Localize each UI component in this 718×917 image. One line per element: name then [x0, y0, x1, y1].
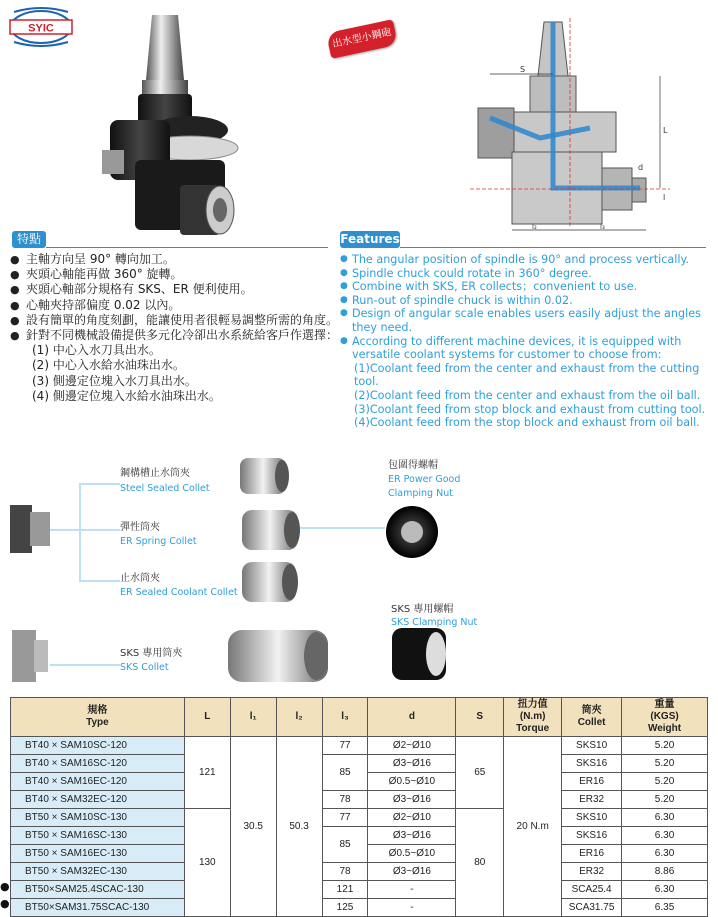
cell-type: BT40 × SAM16SC-120	[11, 755, 185, 773]
cell-L: 130	[184, 809, 230, 917]
power-nut-en1: ER Power Good	[388, 474, 461, 485]
dim-d: d	[638, 163, 644, 172]
cell-weight: 5.20	[622, 755, 708, 773]
cell-weight: 6.30	[622, 881, 708, 899]
cell-d: Ø3~Ø16	[368, 863, 456, 881]
col-type: 規格 Type	[11, 698, 185, 737]
cell-type: BT50 × SAM10SC-130	[11, 809, 185, 827]
power-nut-cn: 包圍得螺帽	[388, 460, 438, 471]
power-nut-en2: Clamping Nut	[388, 488, 453, 499]
sks-nut-en: SKS Clamping Nut	[391, 617, 478, 628]
cell-collet: SKS10	[562, 737, 622, 755]
coolant-type-badge: 出水型小鋼砲	[326, 19, 398, 59]
row-marker-bullet: ●	[0, 880, 10, 893]
sks-nut-cn: SKS 專用螺帽	[391, 604, 454, 615]
feature-cn-item: ● 針對不同機械設備提供多元化冷卻出水系統給客戶作選擇：	[10, 328, 340, 343]
logo-text: SYIC	[28, 22, 54, 35]
features-cn-title: 特點	[12, 231, 46, 248]
cell-weight: 8.86	[622, 863, 708, 881]
features-en-list	[340, 253, 712, 430]
cell-l2: 50.3	[276, 737, 322, 917]
spring-collet-en: ER Spring Collet	[120, 536, 197, 547]
table-row	[11, 863, 708, 881]
table-row	[11, 881, 708, 899]
feature-en-item: ● Combine with SKS, ER collects；convenient to use.	[340, 280, 712, 294]
cell-weight: 6.35	[622, 899, 708, 917]
cell-weight: 5.20	[622, 791, 708, 809]
feature-en-item: ● Spindle chuck could rotate in 360° degree.	[340, 267, 712, 281]
cell-d: Ø3~Ø16	[368, 827, 456, 845]
cell-collet: SKS16	[562, 755, 622, 773]
cell-weight: 6.30	[622, 827, 708, 845]
features-cn-rule	[46, 247, 328, 248]
col-l3: l₃	[322, 698, 368, 737]
feature-en-item: ● The angular position of spindle is 90° and process vertically.	[340, 253, 712, 267]
feature-en-sub: (3)Coolant feed from stop block and exhaust from cutting tool.	[354, 402, 706, 416]
cell-collet: SKS16	[562, 827, 622, 845]
feature-cn-sub: (4) 側邊定位塊入水給水油珠出水。	[32, 388, 221, 403]
cell-d: Ø2~Ø10	[368, 809, 456, 827]
feature-en-item: ● According to different machine devices, it is equipped with versatile coolant systems for customer to choose from:	[340, 335, 712, 362]
cell-collet: ER32	[562, 863, 622, 881]
cell-l3: 121	[322, 881, 368, 899]
col-l2: l₂	[276, 698, 322, 737]
dim-l2: l₂	[532, 223, 537, 231]
cell-collet: SCA25.4	[562, 881, 622, 899]
dim-l3: l₃	[600, 223, 605, 231]
syic-logo	[6, 6, 76, 48]
cell-type: BT40 × SAM16EC-120	[11, 773, 185, 791]
cell-l3: 77	[322, 809, 368, 827]
cell-L: 121	[184, 737, 230, 809]
cell-weight: 5.20	[622, 737, 708, 755]
cell-d: Ø3~Ø16	[368, 791, 456, 809]
feature-en-item: ● Run-out of spindle chuck is within 0.02.	[340, 294, 712, 308]
collet-accessories	[0, 450, 718, 695]
steel-sealed-collet-cn: 鋼構槽止水筒夾	[120, 468, 190, 479]
feature-cn-sub: (3) 側邊定位塊入水刀具出水。	[32, 373, 197, 388]
feature-en-sub: (4)Coolant feed from the stop block and exhaust from oil ball.	[354, 416, 700, 430]
col-d: d	[368, 698, 456, 737]
steel-sealed-collet-en: Steel Sealed Collet	[120, 483, 210, 494]
table-row	[11, 827, 708, 845]
cell-S: 65	[456, 737, 504, 809]
cell-collet: ER32	[562, 791, 622, 809]
col-S: S	[456, 698, 504, 737]
feature-cn-item: ● 夾頭心軸能再做 360° 旋轉。	[10, 267, 340, 282]
feature-cn-sub: (1) 中心入水刀具出水。	[32, 343, 161, 358]
angle-head-photo	[80, 10, 250, 260]
sks-collet-en: SKS Collet	[120, 662, 169, 673]
sks-collet-cn: SKS 專用筒夾	[120, 648, 183, 659]
feature-cn-item: ● 主軸方向呈 90° 轉向加工。	[10, 252, 340, 267]
col-weight: 重量 (KGS) Weight	[622, 698, 708, 737]
cell-l3: 85	[322, 755, 368, 791]
cell-weight: 6.30	[622, 845, 708, 863]
feature-cn-item: ● 心軸夾持部偏度 0.02 以內。	[10, 298, 340, 313]
cell-collet: SKS10	[562, 809, 622, 827]
table-row	[11, 737, 708, 755]
features-en-title: Features	[340, 232, 400, 246]
cell-l3: 78	[322, 863, 368, 881]
cell-d: Ø0.5~Ø10	[368, 773, 456, 791]
dim-s: S	[520, 65, 526, 74]
cell-S: 80	[456, 809, 504, 917]
dim-l: l	[663, 193, 666, 202]
sealed-coolant-collet-cn: 止水筒夾	[120, 573, 160, 584]
row-marker-bullet: ●	[0, 897, 10, 910]
cell-d: Ø2~Ø10	[368, 737, 456, 755]
feature-cn-item: ● 夾頭心軸部分規格有 SKS、ER 便利使用。	[10, 282, 340, 297]
cell-l3: 78	[322, 791, 368, 809]
col-L: L	[184, 698, 230, 737]
cell-type: BT50 × SAM16SC-130	[11, 827, 185, 845]
cell-d: -	[368, 899, 456, 917]
cell-weight: 6.30	[622, 809, 708, 827]
table-row	[11, 791, 708, 809]
cell-type: BT50×SAM31.75SCAC-130	[11, 899, 185, 917]
cell-d: Ø3~Ø16	[368, 755, 456, 773]
cell-collet: SCA31.75	[562, 899, 622, 917]
feature-cn-sub: (2) 中心入水給水油珠出水。	[32, 358, 185, 373]
col-l1: l₁	[230, 698, 276, 737]
features-cn-list	[10, 252, 340, 404]
col-collet: 筒夾 Collet	[562, 698, 622, 737]
cell-d: -	[368, 881, 456, 899]
cell-l1: 30.5	[230, 737, 276, 917]
cell-collet: ER16	[562, 773, 622, 791]
cell-type: BT50 × SAM16EC-130	[11, 845, 185, 863]
cell-collet: ER16	[562, 845, 622, 863]
table-row	[11, 899, 708, 917]
feature-cn-item: ● 設有簡單的角度刻劃，能讓使用者很輕易調整所需的角度。	[10, 313, 340, 328]
spec-table	[10, 697, 708, 917]
cell-weight: 5.20	[622, 773, 708, 791]
sealed-coolant-collet-en: ER Sealed Coolant Collet	[120, 587, 238, 598]
spec-header-row	[11, 698, 708, 737]
cell-l3: 85	[322, 827, 368, 863]
cell-type: BT50 × SAM32EC-130	[11, 863, 185, 881]
cell-d: Ø0.5~Ø10	[368, 845, 456, 863]
spring-collet-cn: 彈性筒夾	[120, 522, 160, 533]
feature-en-sub: (1)Coolant feed from the center and exhaust from the cutting tool.	[354, 361, 700, 389]
table-row	[11, 809, 708, 827]
cell-torque: 20 N.m	[504, 737, 562, 917]
cell-l3: 77	[322, 737, 368, 755]
feature-en-sub: (2)Coolant feed from the center and exhaust from the oil ball.	[354, 388, 701, 402]
features-en-rule	[400, 247, 706, 248]
cell-type: BT40 × SAM10SC-120	[11, 737, 185, 755]
cell-type: BT50×SAM25.4SCAC-130	[11, 881, 185, 899]
cell-l3: 125	[322, 899, 368, 917]
table-row	[11, 755, 708, 773]
dimension-diagram	[470, 18, 690, 236]
col-torque: 扭力值 (N.m) Torque	[504, 698, 562, 737]
feature-en-item: ● Design of angular scale enables users easily adjust the angles they need.	[340, 307, 712, 334]
dim-L: L	[663, 126, 668, 135]
cell-type: BT40 × SAM32EC-120	[11, 791, 185, 809]
